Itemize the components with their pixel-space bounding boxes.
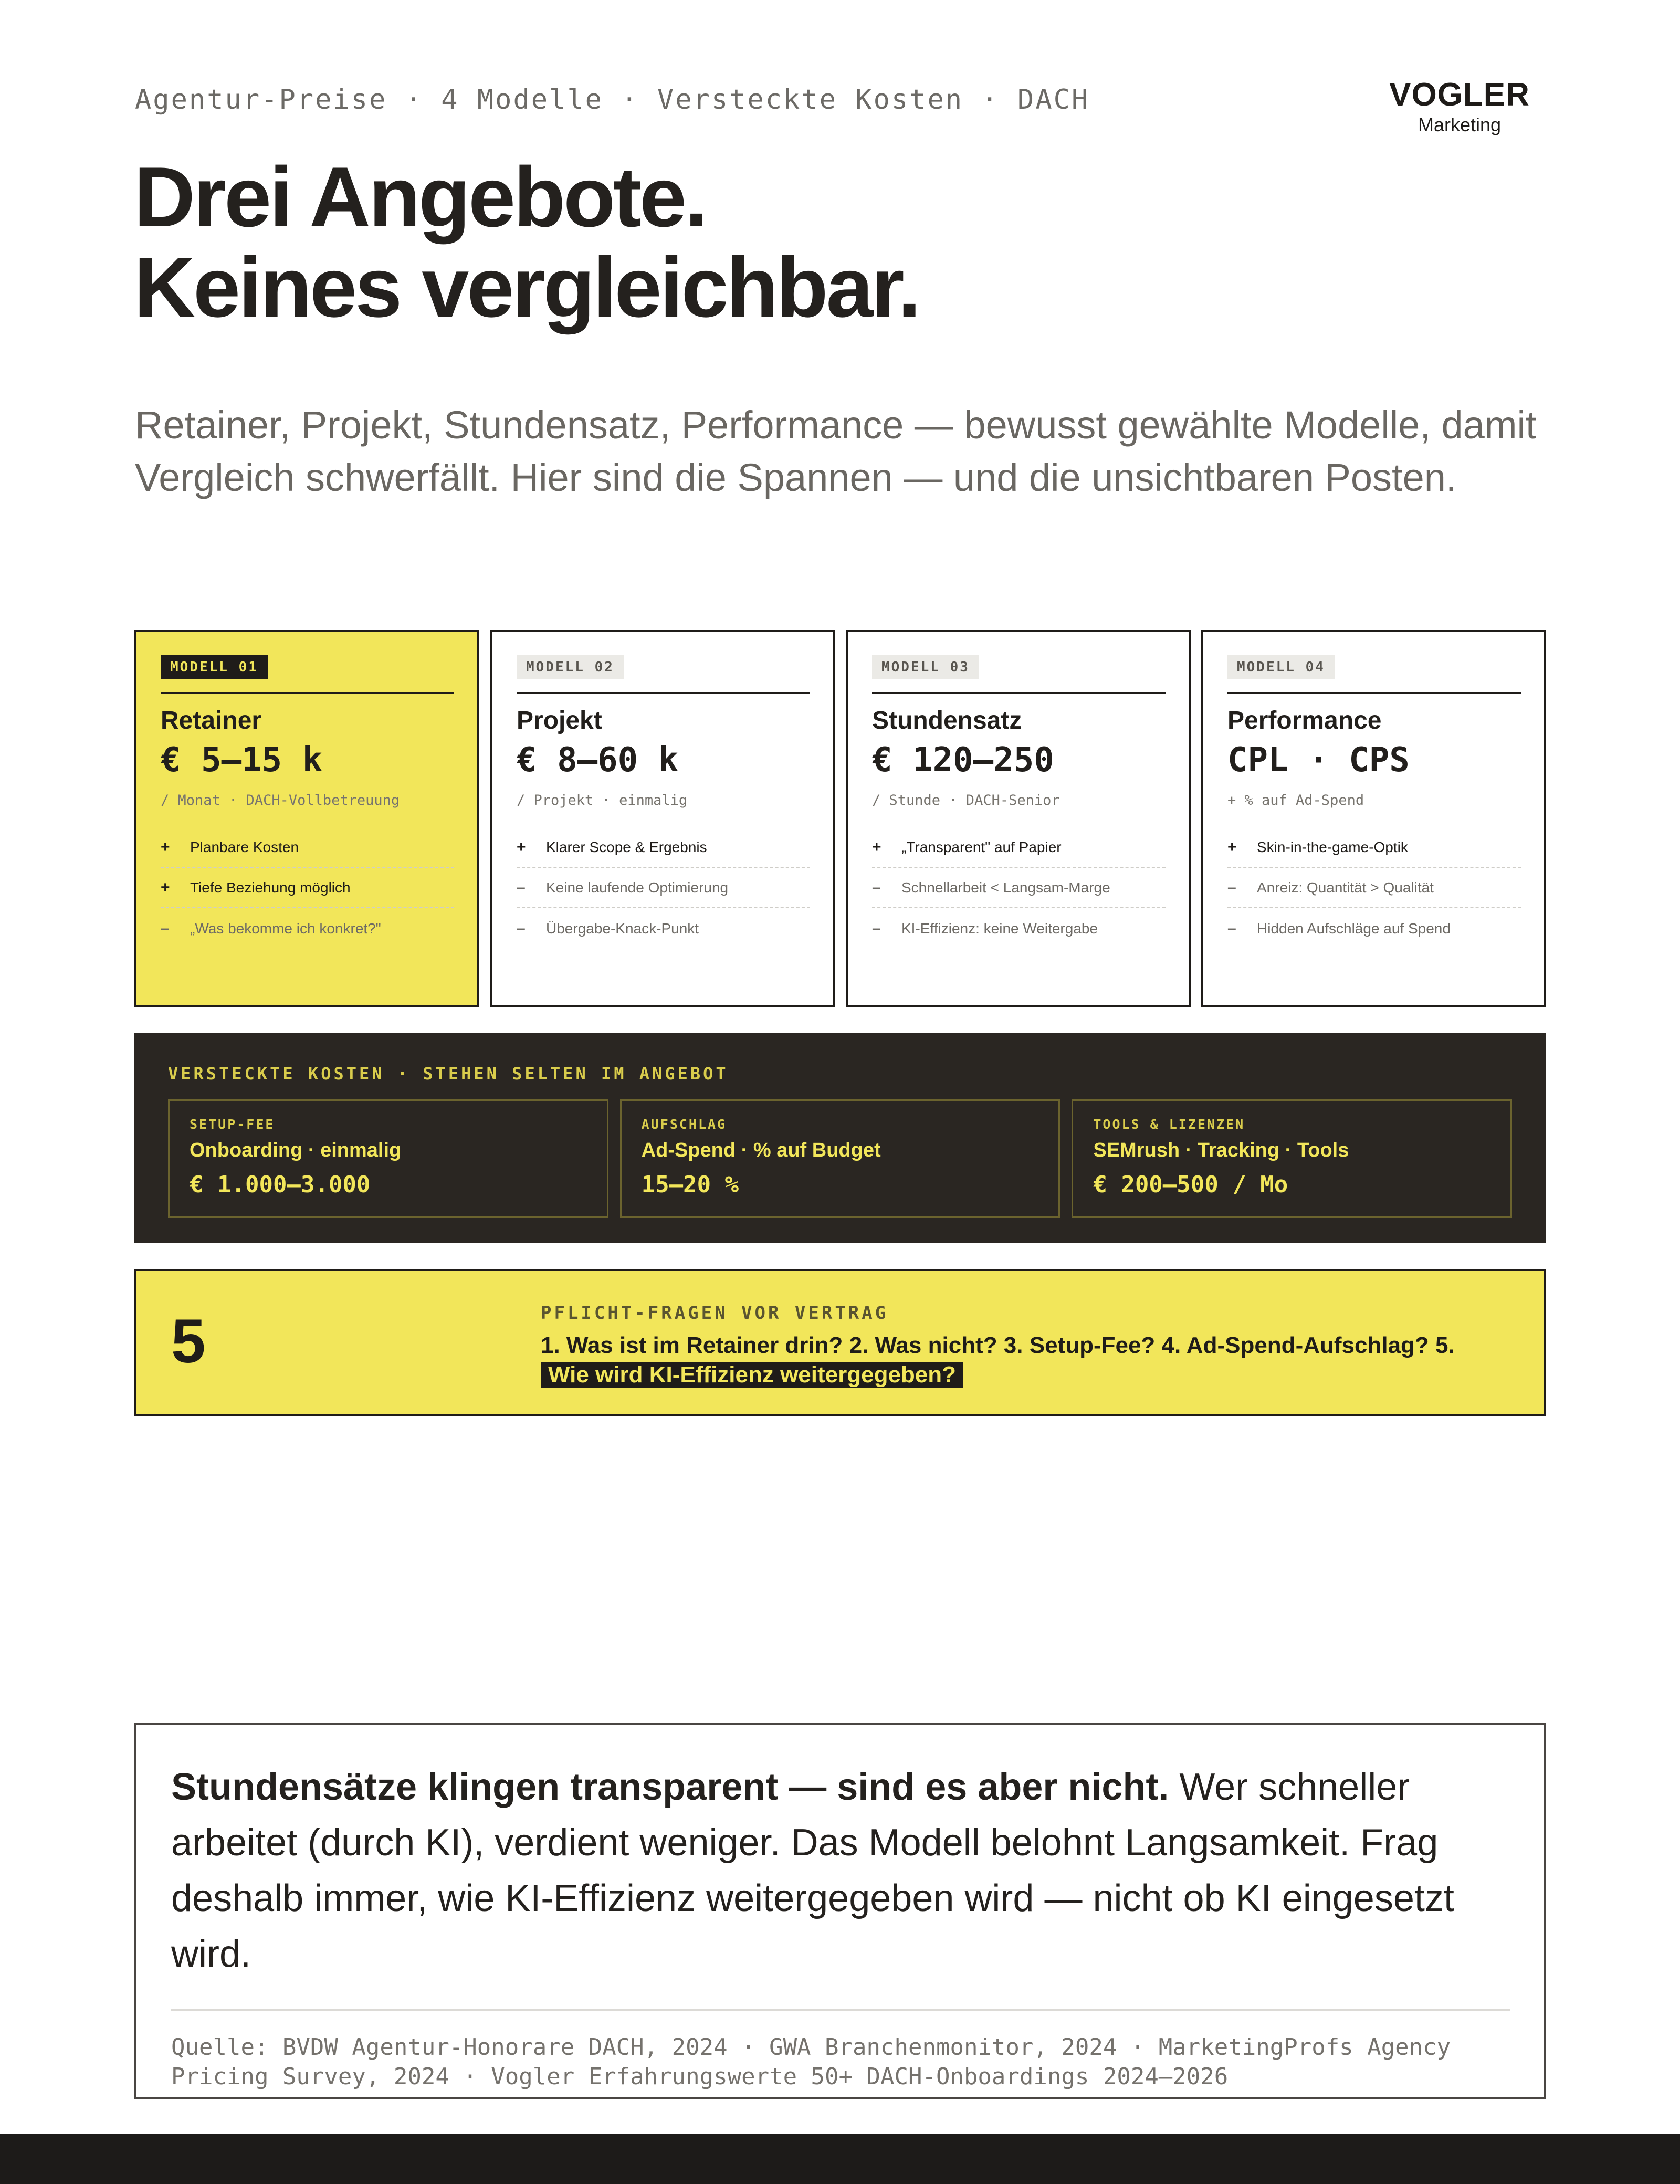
intro-paragraph: Retainer, Projekt, Stundensatz, Performance — bewusst gewählte Modelle, damit Vergleich schwerfällt. Hier sind die Spannen — und die unsichtbaren Posten. [135,403,1537,499]
item-text: Klarer Scope & Ergebnis [546,838,707,855]
hidden-cost-value: 15–20 % [641,1171,739,1198]
plus-icon: + [1227,838,1237,856]
hidden-cost-label: SETUP-FEE [190,1117,275,1132]
plus-icon: + [161,878,170,896]
model-pros-cons [517,827,810,949]
list-item [872,827,1166,868]
hidden-cost-aufschlag [620,1099,1060,1218]
list-item [872,908,1166,949]
hidden-cost-subtitle: Onboarding · einmalig [190,1139,402,1161]
list-item [161,827,454,868]
note-body: Wer schneller arbeitet (durch KI), verdient weniger. Das Modell belohnt Langsamkeit. Frag deshalb immer, wie KI-Effizienz weitergegeben wird — nicht ob KI eingesetzt wird. [171,1766,1454,1975]
page-headline [134,152,919,333]
model-badge: MODELL 03 [872,655,979,679]
model-price: € 8–60 k [517,741,679,780]
model-pros-cons [872,827,1166,949]
model-card-projekt [490,630,835,1007]
model-price: € 5–15 k [161,741,323,780]
questions-text [541,1331,1517,1390]
list-item [1227,908,1521,949]
plus-icon: + [517,838,526,856]
model-card-retainer [134,630,479,1007]
item-text: Skin-in-the-game-Optik [1257,838,1408,855]
model-pros-cons [161,827,454,949]
item-text: „Was bekomme ich konkret?" [190,920,381,937]
card-divider [872,692,1166,694]
model-price: € 120–250 [872,741,1054,780]
list-item [517,868,810,908]
item-text: Planbare Kosten [190,838,299,855]
model-pros-cons [1227,827,1521,949]
item-text: Tiefe Beziehung möglich [190,879,351,896]
headline-line-1: Drei Angebote. [134,150,707,245]
source-citation: Quelle: BVDW Agentur-Honorare DACH, 2024 · GWA Branchenmonitor, 2024 · MarketingProfs Agency Pricing Survey, 2024 · Vogler Erfahrungswerte 50+ DACH-Onboardings 2024–2026 [171,2034,1451,2090]
model-unit: + % auf Ad-Spend [1227,792,1364,808]
vogler-logo [1376,79,1544,134]
card-divider [161,692,454,694]
model-badge: MODELL 04 [1227,655,1335,679]
model-unit: / Stunde · DACH-Senior [872,792,1060,808]
minus-icon: – [1227,919,1236,937]
card-divider [517,692,810,694]
headline-line-2: Keines vergleichbar. [134,240,919,335]
list-item [1227,868,1521,908]
minus-icon: – [517,919,526,937]
model-badge: MODELL 01 [161,655,268,679]
hidden-cost-label: AUFSCHLAG [641,1117,727,1132]
list-item [872,868,1166,908]
list-item [517,908,810,949]
hidden-cost-label: TOOLS & LIZENZEN [1093,1117,1245,1132]
kicker-line: Agentur-Preise · 4 Modelle · Versteckte Kosten · DACH [135,84,1090,116]
model-title: Performance [1227,707,1382,734]
item-text: Anreiz: Quantität > Qualität [1257,879,1434,896]
minus-icon: – [872,919,881,937]
minus-icon: – [161,919,170,937]
model-card-stundensatz [846,630,1191,1007]
hidden-costs-title: VERSTECKTE KOSTEN · STEHEN SELTEN IM ANGEBOT [168,1064,729,1084]
item-text: Schnellarbeit < Langsam-Marge [901,879,1110,896]
note-bold-lead: Stundensätze klingen transparent — sind es aber nicht. [171,1766,1169,1808]
hidden-cost-subtitle: Ad-Spend · % auf Budget [641,1139,881,1161]
questions-count: 5 [171,1307,206,1376]
model-title: Retainer [161,707,262,734]
minus-icon: – [872,878,881,896]
footer-bar [0,2134,1680,2184]
hidden-costs-panel [134,1033,1546,1243]
insight-note [134,1723,1546,2099]
model-badge: MODELL 02 [517,655,624,679]
logo-brand: VOGLER [1389,77,1530,113]
item-text: KI-Effizienz: keine Weitergabe [901,920,1098,937]
hidden-cost-tools [1072,1099,1512,1218]
list-item [161,908,454,949]
questions-label: PFLICHT-FRAGEN VOR VERTRAG [541,1303,889,1324]
item-text: Hidden Aufschläge auf Spend [1257,920,1451,937]
note-divider [171,2009,1510,2011]
logo-subtitle: Marketing [1418,114,1502,135]
list-item [517,827,810,868]
model-unit: / Monat · DACH-Vollbetreuung [161,792,400,808]
hidden-cost-subtitle: SEMrush · Tracking · Tools [1093,1139,1349,1161]
item-text: Übergabe-Knack-Punkt [546,920,699,937]
model-title: Stundensatz [872,707,1022,734]
card-divider [1227,692,1521,694]
hidden-cost-setup-fee [168,1099,608,1218]
questions-highlight: Wie wird KI-Effizienz weitergegeben? [541,1362,963,1388]
hidden-cost-value: € 1.000–3.000 [190,1171,371,1198]
mandatory-questions-box [134,1269,1546,1416]
minus-icon: – [1227,878,1236,896]
model-card-performance [1201,630,1546,1007]
model-unit: / Projekt · einmalig [517,792,688,808]
list-item [161,868,454,908]
hidden-cost-value: € 200–500 / Mo [1093,1171,1288,1198]
questions-list: 1. Was ist im Retainer drin? 2. Was nicht? 3. Setup-Fee? 4. Ad-Spend-Aufschlag? 5. [541,1332,1455,1358]
minus-icon: – [517,878,526,896]
model-price: CPL · CPS [1227,741,1410,780]
note-text [171,1759,1510,1982]
item-text: „Transparent" auf Papier [901,838,1062,855]
list-item [1227,827,1521,868]
model-title: Projekt [517,707,602,734]
plus-icon: + [161,838,170,856]
plus-icon: + [872,838,881,856]
item-text: Keine laufende Optimierung [546,879,729,896]
